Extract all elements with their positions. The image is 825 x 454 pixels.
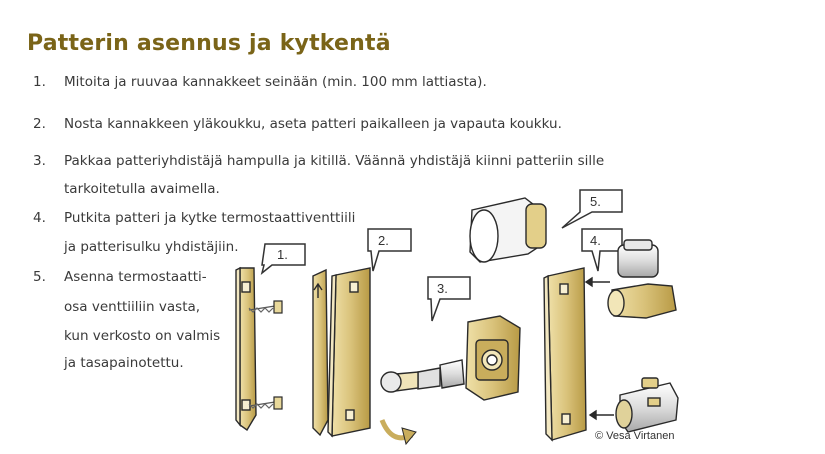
step-5-number: 5.: [33, 269, 46, 285]
callout-1-label: 1.: [277, 247, 288, 262]
step-1-text: Mitoita ja ruuvaa kannakkeet seinään (min. 100 mm lattiasta).: [64, 74, 487, 90]
step-4-text-line-2: ja patterisulku yhdistäjiin.: [64, 239, 239, 255]
step-4-number: 4.: [33, 210, 46, 226]
callout-4-label: 4.: [590, 233, 601, 248]
callout-5-label: 5.: [590, 194, 601, 209]
step-5-text-line-1: Asenna termostaatti-: [64, 269, 207, 285]
callout-2: [368, 229, 411, 271]
radiator-connector: [381, 316, 520, 400]
callout-3-label: 3.: [437, 281, 448, 296]
return-valve: [616, 378, 678, 432]
page-title: Patterin asennus ja kytkentä: [27, 31, 391, 56]
step-3-text-line-1: Pakkaa patteriyhdistäjä hampulla ja kitillä. Väännä yhdistäjä kiinni patteriin sille: [64, 153, 605, 169]
copyright-credit: © Vesa Virtanen: [595, 430, 675, 442]
step-2-number: 2.: [33, 116, 46, 132]
callout-3: [428, 277, 470, 321]
step-3-text-line-2: tarkoitetulla avaimella.: [64, 181, 220, 197]
step-5-text-line-4: ja tasapainotettu.: [64, 355, 184, 371]
step-2-text: Nosta kannakkeen yläkoukku, aseta patteri paikalleen ja vapauta koukku.: [64, 116, 562, 132]
wall-bracket-2: [313, 268, 370, 436]
thermostat-head: [470, 198, 546, 262]
callout-2-label: 2.: [378, 233, 389, 248]
step-4-text-line-1: Putkita patteri ja kytke termostaattiventtiili: [64, 210, 356, 226]
callout-4: [582, 229, 622, 271]
step-3-number: 3.: [33, 153, 46, 169]
step-5-text-line-3: kun verkosto on valmis: [64, 328, 221, 344]
step-5-text-line-2: osa venttiiliin vasta,: [64, 299, 201, 315]
thermostatic-valve: [608, 240, 676, 318]
step-1-number: 1.: [33, 74, 46, 90]
wall-bracket-3: [544, 268, 586, 440]
